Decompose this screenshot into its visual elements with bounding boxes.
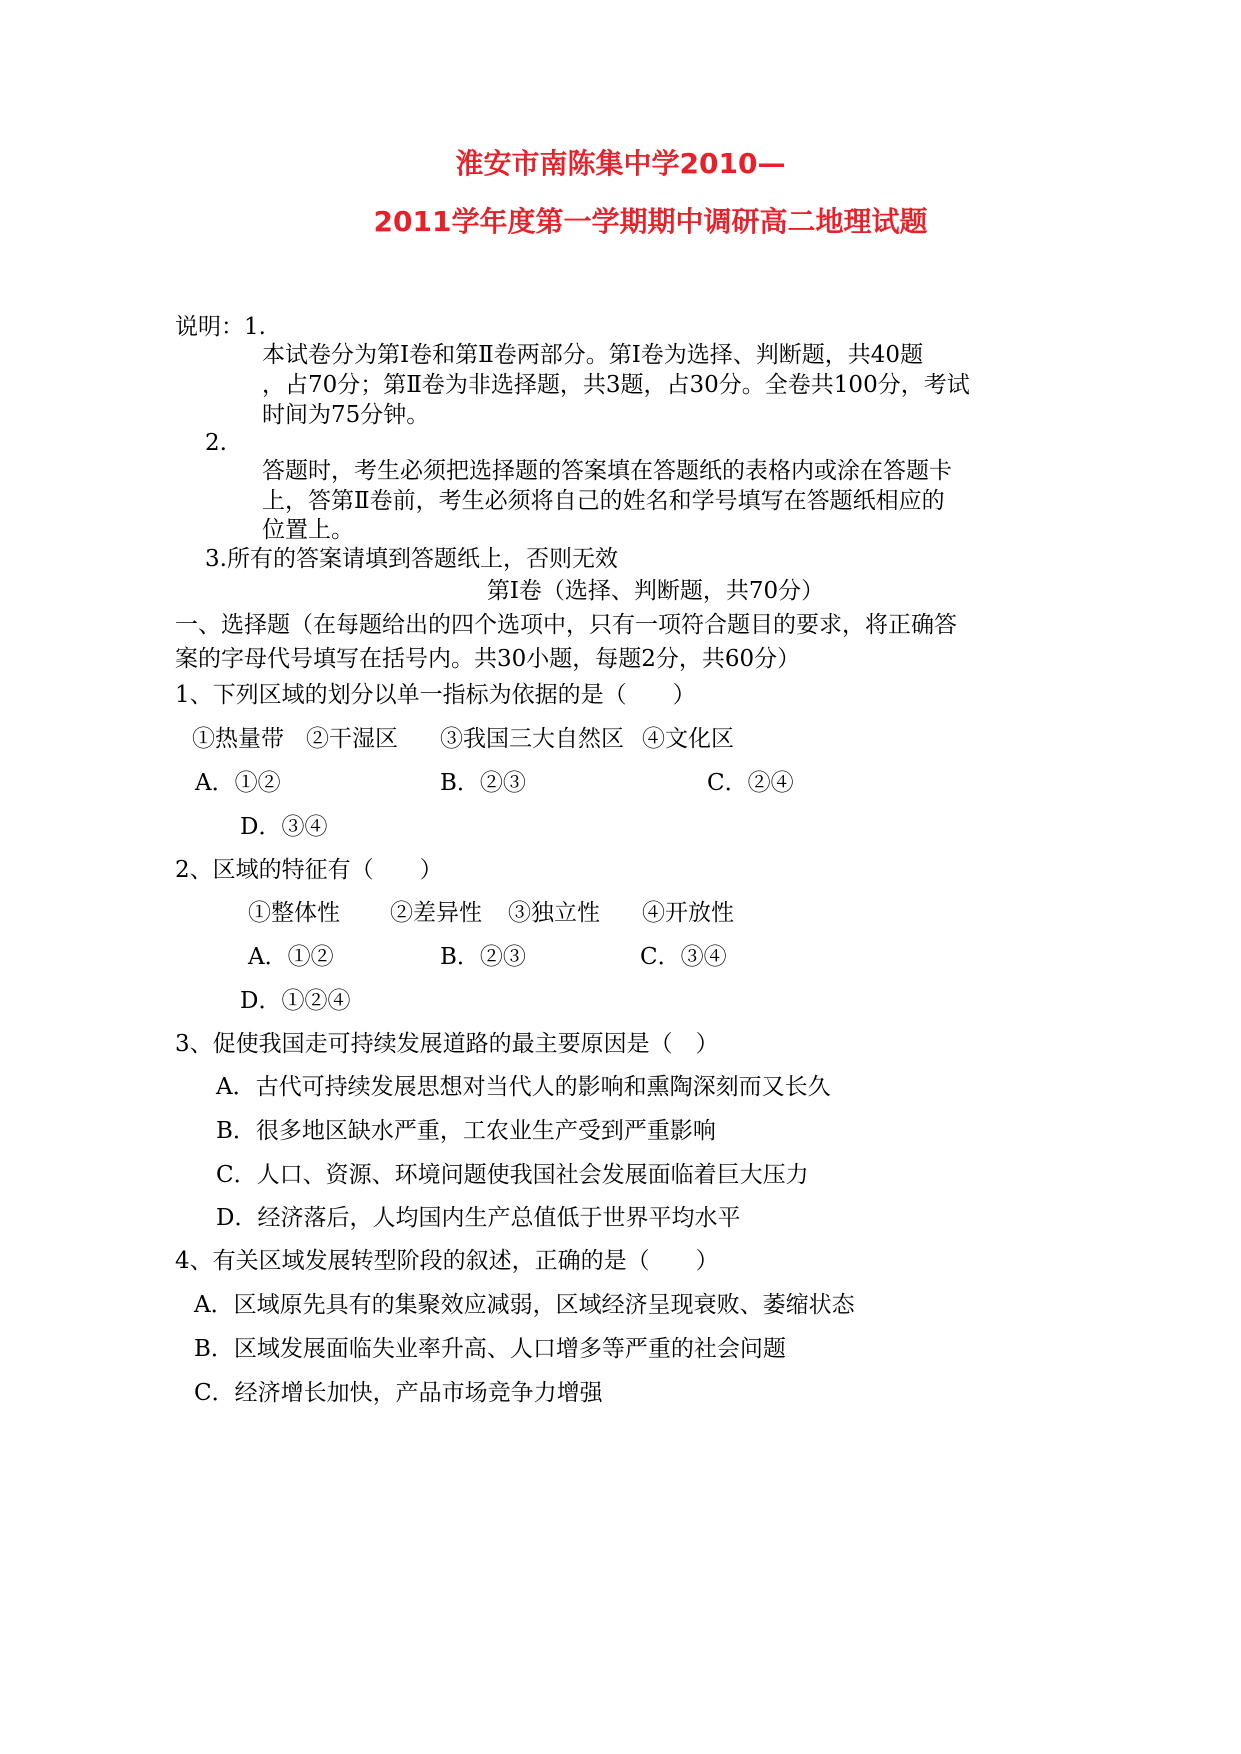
note-1-line-1: 本试卷分为第Ⅰ卷和第Ⅱ卷两部分。第Ⅰ卷为选择、判断题，共40题 bbox=[262, 342, 924, 368]
part-intro-line-2: 案的字母代号填写在括号内。共30小题，每题2分，共60分） bbox=[175, 646, 801, 672]
q1-item: ③我国三大自然区 bbox=[440, 726, 624, 752]
q1-option-b: B．②③ bbox=[440, 770, 526, 796]
q3-option-b: B．很多地区缺水严重，工农业生产受到严重影响 bbox=[216, 1118, 716, 1144]
q4-option-b: B．区域发展面临失业率升高、人口增多等严重的社会问题 bbox=[194, 1336, 786, 1362]
notes-prefix: 说明：1. bbox=[175, 314, 266, 340]
title-line-2: 2011学年度第一学期期中调研高二地理试题 bbox=[373, 205, 928, 238]
q3-option-c: C．人口、资源、环境问题使我国社会发展面临着巨大压力 bbox=[216, 1162, 809, 1188]
q2-option-b: B．②③ bbox=[440, 944, 526, 970]
q3-option-a: A．古代可持续发展思想对当代人的影响和熏陶深刻而又长久 bbox=[216, 1074, 831, 1100]
q1-option-a: A．①② bbox=[195, 770, 281, 796]
q1-item: ②干湿区 bbox=[306, 726, 398, 752]
q1-item: ④文化区 bbox=[642, 726, 734, 752]
q2-option-c: C．③④ bbox=[640, 944, 727, 970]
q3-option-d: D．经济落后，人均国内生产总值低于世界平均水平 bbox=[216, 1205, 741, 1231]
section-heading: 第Ⅰ卷（选择、判断题，共70分） bbox=[486, 578, 825, 604]
q2-option-a: A．①② bbox=[248, 944, 334, 970]
note-2-line-2: 上，答第Ⅱ卷前，考生必须将自己的姓名和学号填写在答题纸相应的 bbox=[262, 488, 945, 514]
q1-stem: 1、下列区域的划分以单一指标为依据的是（ ） bbox=[175, 682, 696, 708]
title-line-1: 淮安市南陈集中学2010— bbox=[455, 147, 786, 180]
q4-option-a: A．区域原先具有的集聚效应减弱，区域经济呈现衰败、萎缩状态 bbox=[194, 1292, 855, 1318]
part-intro-line-1: 一、选择题（在每题给出的四个选项中，只有一项符合题目的要求，将正确答 bbox=[175, 612, 957, 638]
q2-stem: 2、区域的特征有（ ） bbox=[175, 857, 443, 883]
note-2-line-1: 答题时，考生必须把选择题的答案填在答题纸的表格内或涂在答题卡 bbox=[262, 458, 952, 484]
q1-option-d: D．③④ bbox=[240, 814, 328, 840]
q1-item: ①热量带 bbox=[192, 726, 284, 752]
note-2-number: 2. bbox=[205, 430, 227, 456]
q2-option-d: D．①②④ bbox=[240, 988, 351, 1014]
q1-option-c: C．②④ bbox=[707, 770, 794, 796]
note-3: 3.所有的答案请填到答题纸上，否则无效 bbox=[205, 546, 618, 572]
note-2-line-3: 位置上。 bbox=[262, 517, 354, 543]
q3-stem: 3、促使我国走可持续发展道路的最主要原因是（ ） bbox=[175, 1031, 719, 1057]
q2-item: ①整体性 bbox=[248, 900, 340, 926]
q2-item: ③独立性 bbox=[508, 900, 600, 926]
q4-option-c: C．经济增长加快，产品市场竞争力增强 bbox=[194, 1380, 603, 1406]
q2-item: ②差异性 bbox=[390, 900, 482, 926]
q2-item: ④开放性 bbox=[642, 900, 734, 926]
note-1-line-3: 时间为75分钟。 bbox=[262, 402, 430, 428]
q4-stem: 4、有关区域发展转型阶段的叙述，正确的是（ ） bbox=[175, 1248, 719, 1274]
note-1-line-2: ，占70分；第Ⅱ卷为非选择题，共3题，占30分。全卷共100分，考试 bbox=[262, 372, 970, 398]
